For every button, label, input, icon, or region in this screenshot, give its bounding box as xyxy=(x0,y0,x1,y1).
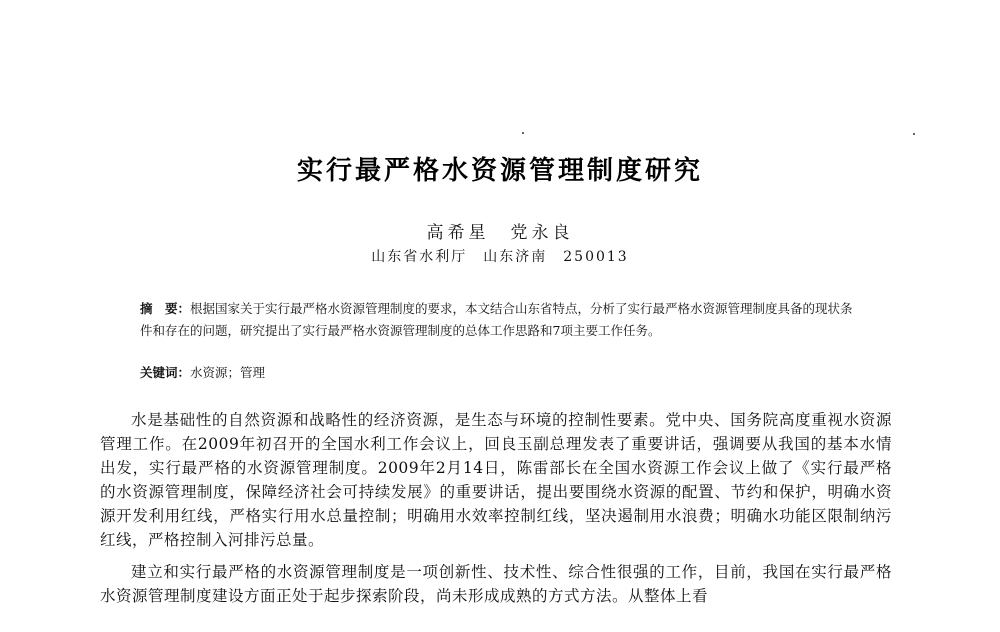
paper-authors: 高希星 党永良 xyxy=(426,223,574,243)
paper-title: 实行最严格水资源管理制度研究 xyxy=(296,156,703,186)
body-text xyxy=(100,408,892,616)
abstract-text: 根据国家关于实行最严格水资源管理制度的要求，本文结合山东省特点，分析了实行最严格水资源管理制度具备的现状条件和存在的问题，研究提出了实行最严格水资源管理制度的总体工作思路和7项主要工作任务。 xyxy=(140,301,853,338)
abstract xyxy=(140,298,860,342)
scan-speck xyxy=(913,133,915,135)
keywords xyxy=(140,364,860,382)
keywords-label: 关键词： xyxy=(140,365,191,380)
keywords-text: 水资源；管理 xyxy=(190,365,266,380)
paragraph: 水是基础性的自然资源和战略性的经济资源，是生态与环境的控制性要素。党中央、国务院高度重视水资源管理工作。在2009年初召开的全国水利工作会议上，回良玉副总理发表了重要讲话，强调要从我国的基本水情出发，实行最严格的水资源管理制度。2009年2月14日，陈雷部长在全国水资源工作会议上做了《实行最严格的水资源管理制度，保障经济社会可持续发展》的重要讲话，提出要围绕水资源的配置、节约和保护，明确水资源开发利用红线，严格实行用水总量控制；明确用水效率控制红线，坚决遏制用水浪费；明确水功能区限制纳污红线，严格控制入河排污总量。 xyxy=(100,411,892,549)
scan-speck xyxy=(522,132,524,134)
abstract-label: 摘 要： xyxy=(140,301,191,316)
paragraph: 建立和实行最严格的水资源管理制度是一项创新性、技术性、综合性很强的工作，目前，我国在实行最严格水资源管理制度建设方面正处于起步探索阶段，尚未形成成熟的方式方法。从整体上看 xyxy=(100,563,892,605)
paper-affiliation: 山东省水利厅 山东济南 250013 xyxy=(371,249,629,265)
